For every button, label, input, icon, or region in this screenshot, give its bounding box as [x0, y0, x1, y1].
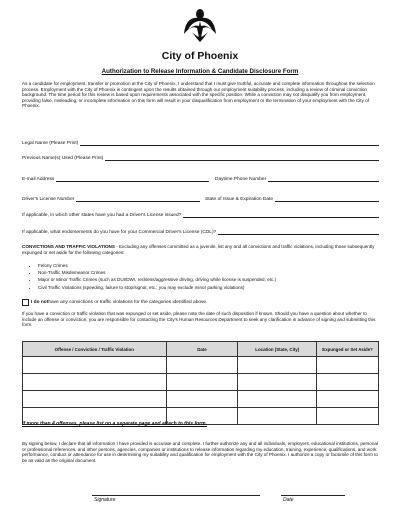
table-cell[interactable]: [238, 357, 317, 374]
table-cell[interactable]: [317, 408, 379, 425]
expunged-note: If you have a conviction or traffic violation that was expunged or set aside, please note the date of such disposition if known. Should you have a question about whether to include an offense or conviction, you are responsible for contacting the City's Human Resources Department to seek any clarification in advance of signing and submitting this form.: [22, 311, 376, 328]
table-row: [23, 357, 379, 374]
more-offenses-note: If more than 4 offenses, please list on a separate page and attach to this form.: [22, 421, 207, 427]
table-cell[interactable]: [238, 374, 317, 391]
list-item: • Non-Traffic Misdemeanor Crimes: [38, 269, 276, 276]
list-item: • Civil Traffic Violations (speeding, failure to stop/signal, etc.; you may exclude minor parking violations): [38, 284, 276, 291]
signature-line[interactable]: [92, 494, 260, 496]
state-date-input[interactable]: [275, 196, 379, 202]
column-header-expunged: Expunged or Set Aside?: [317, 342, 379, 357]
category-list: [22, 262, 276, 291]
date-line[interactable]: [281, 494, 345, 496]
table-cell[interactable]: [317, 374, 379, 391]
column-header-date: Date: [166, 342, 238, 357]
license-input[interactable]: [76, 196, 200, 202]
form-title: Authorization to Release Information & Candidate Disclosure Form: [101, 68, 299, 75]
offenses-table: [22, 341, 379, 425]
email-field[interactable]: [22, 176, 209, 182]
table-cell[interactable]: [317, 357, 379, 374]
convictions-heading: CONVICTIONS AND TRAFFIC VIOLATIONS: [22, 244, 115, 249]
table-row: [23, 391, 379, 408]
phone-field[interactable]: [215, 176, 379, 182]
legal-name-label: Legal Name (Please Print): [22, 141, 79, 146]
state-date-label: State of Issue & Expiration Date: [205, 197, 273, 202]
column-header-offense: Offense / Conviction / Traffic Violation: [23, 342, 167, 357]
no-convictions-text: have any convictions or traffic violations for the categories identified above.: [48, 300, 208, 305]
other-states-field[interactable]: [22, 212, 379, 218]
previous-names-label: Previous Name(s) Used (Please Print): [22, 156, 104, 161]
table-header-row: [23, 342, 379, 357]
state-date-field[interactable]: [205, 196, 379, 202]
table-cell[interactable]: [23, 374, 167, 391]
phone-label: Daytime Phone Number: [215, 177, 267, 182]
table-cell[interactable]: [317, 391, 379, 408]
convictions-paragraph: [22, 244, 380, 255]
intro-paragraph: As a candidate for employment, transfer or promotion at the City of Phoenix, I understand that I must give truthful, accurate and complete information throughout the selection process. Employment with the City of Phoenix is contingent upon the results obtained through our employment suitability process, including a review of criminal conviction background. The time period for this review is based upon requirements associated with the specific position. While a conviction may not disqualify you from employment, providing false, misleading, or incomplete information on this form will result in your disqualification from employment or the termination of your employment with the City of Phoenix.: [22, 81, 375, 109]
no-convictions-bold: I do not: [31, 300, 49, 305]
list-item: • Major or Minor Traffic Crimes (such as DUI/DWI, reckless/aggressive driving, driving while license is suspended, etc.): [38, 276, 276, 283]
table-cell[interactable]: [166, 391, 238, 408]
endorsements-input[interactable]: [218, 229, 379, 235]
email-label: E-mail Address: [22, 177, 55, 182]
no-convictions-option[interactable]: [22, 299, 207, 306]
license-label: Driver's License Number: [22, 197, 75, 202]
phoenix-logo: [183, 6, 217, 44]
table-cell[interactable]: [238, 391, 317, 408]
table-cell[interactable]: [166, 374, 238, 391]
signing-paragraph: By signing below, I declare that all information I have provided is accurate and complete. I further authorize any and all individuals, employers, educational institutions, personal or professional references, and other persons, agencies, companies or institutions to release information regarding my education, training, experience, qualifications, and work performance, conduct or attendance for use in determining my suitability and qualification for employment with the City of Phoenix. I authorize a copy or facsimile of this form to be as valid as the original document.: [22, 441, 378, 463]
other-states-label: If applicable, in which other states have you had a Driver's License issued?: [22, 213, 182, 218]
table-row: [23, 374, 379, 391]
other-states-input[interactable]: [183, 212, 379, 218]
table-cell[interactable]: [23, 391, 167, 408]
legal-name-field[interactable]: [22, 140, 379, 146]
license-field[interactable]: [22, 196, 200, 202]
column-header-location: Location (State, City): [238, 342, 317, 357]
previous-names-field[interactable]: [22, 155, 379, 161]
list-item: • Felony Crimes: [38, 262, 276, 269]
convictions-text: - Excluding any offenses committed as a juvenile, list any and all convictions and traffic violations, including those subsequently expunged or set aside for the following categories:: [22, 244, 375, 255]
endorsements-label: If applicable, what endorsements do you have for your Commercial Driver's License (CDL)?: [22, 230, 217, 235]
previous-names-input[interactable]: [105, 155, 379, 161]
organization-name: City of Phoenix: [161, 50, 239, 62]
table-cell[interactable]: [23, 357, 167, 374]
endorsements-field[interactable]: [22, 229, 379, 235]
table-cell[interactable]: [238, 408, 317, 425]
legal-name-input[interactable]: [80, 140, 379, 146]
signature-label: Signature: [94, 497, 116, 503]
phone-input[interactable]: [268, 176, 379, 182]
table-cell[interactable]: [166, 357, 238, 374]
date-label: Date: [283, 497, 294, 503]
no-convictions-checkbox[interactable]: [22, 299, 29, 306]
email-input[interactable]: [56, 176, 209, 182]
